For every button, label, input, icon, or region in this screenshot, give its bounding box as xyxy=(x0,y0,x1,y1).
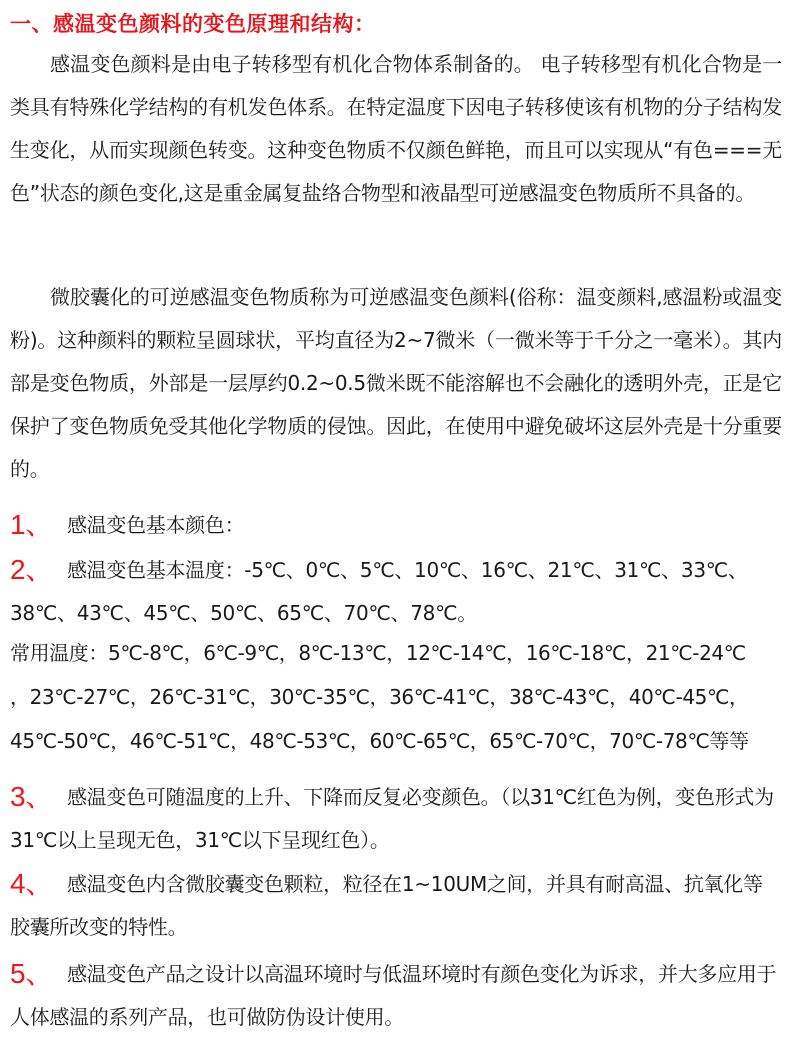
item-text: 感温变色基本温度：-5℃、0℃、5℃、10℃、16℃、21℃、31℃、33℃、38℃、43℃、45℃、50℃、65℃、70℃、78℃。 xyxy=(10,558,748,625)
common-temps-line-3: 45℃-50℃，46℃-51℃，48℃-53℃，60℃-65℃，65℃-70℃，70℃-78℃等等 xyxy=(10,729,749,753)
list-item-2 xyxy=(10,548,782,635)
item-text: 感温变色基本颜色： xyxy=(66,513,245,537)
paragraph-microcapsule: 微胶囊化的可逆感温变色物质称为可逆感温变色颜料(俗称：温变颜料,感温粉或温变粉)。这种颜料的颗粒呈圆球状，平均直径为2~7微米（一微米等于千分之一毫米）。其内部是变色物质，外部是一层厚约0.2~0.5微米既不能溶解也不会融化的透明外壳，正是它保护了变色物质免受其他化学物质的侵蚀。因此，在使用中避免破坏这层外壳是十分重要的。 xyxy=(10,285,782,481)
list-item-3 xyxy=(10,775,782,862)
item-number: 3、 xyxy=(10,781,53,812)
common-temps-line-1: 常用温度：5℃-8℃，6℃-9℃，8℃-13℃，12℃-14℃，16℃-18℃，21℃-24℃ xyxy=(10,641,746,665)
item-number: 2、 xyxy=(10,554,53,585)
section-heading: 一、感温变色颜料的变色原理和结构： xyxy=(10,12,376,36)
paragraph-principle: 感温变色颜料是由电子转移型有机化合物体系制备的。 电子转移型有机化合物是一类具有特殊化学结构的有机发色体系。在特定温度下因电子转移使该有机物的分子结构发生变化，从而实现颜色转变。这种变色物质不仅颜色鲜艳，而且可以实现从“有色===无色”状态的颜色变化,这是重金属复盐络合物型和液晶型可逆感温变色物质所不具备的。 xyxy=(10,52,782,205)
item-text: 感温变色产品之设计以高温环境时与低温环境时有颜色变化为诉求，并大多应用于人体感温的系列产品，也可做防伪设计使用。 xyxy=(10,962,777,1029)
item-text: 感温变色内含微胶囊变色颗粒，粒径在1~10UM之间，并具有耐高温、抗氧化等胶囊所改变的特性。 xyxy=(10,872,763,939)
item-number: 1、 xyxy=(10,509,53,540)
item-number: 4、 xyxy=(10,868,53,899)
list-item-4 xyxy=(10,862,782,949)
item-number: 5、 xyxy=(10,958,53,989)
common-temps-line-2: ，23℃-27℃，26℃-31℃，30℃-35℃，36℃-41℃，38℃-43℃，40℃-45℃， xyxy=(10,685,749,709)
list-item-5 xyxy=(10,952,782,1039)
item-text: 感温变色可随温度的上升、下降而反复必变颜色。（以31℃红色为例，变色形式为31℃以上呈现无色，31℃以下呈现红色）。 xyxy=(10,785,774,852)
list-item-1 xyxy=(10,503,782,547)
